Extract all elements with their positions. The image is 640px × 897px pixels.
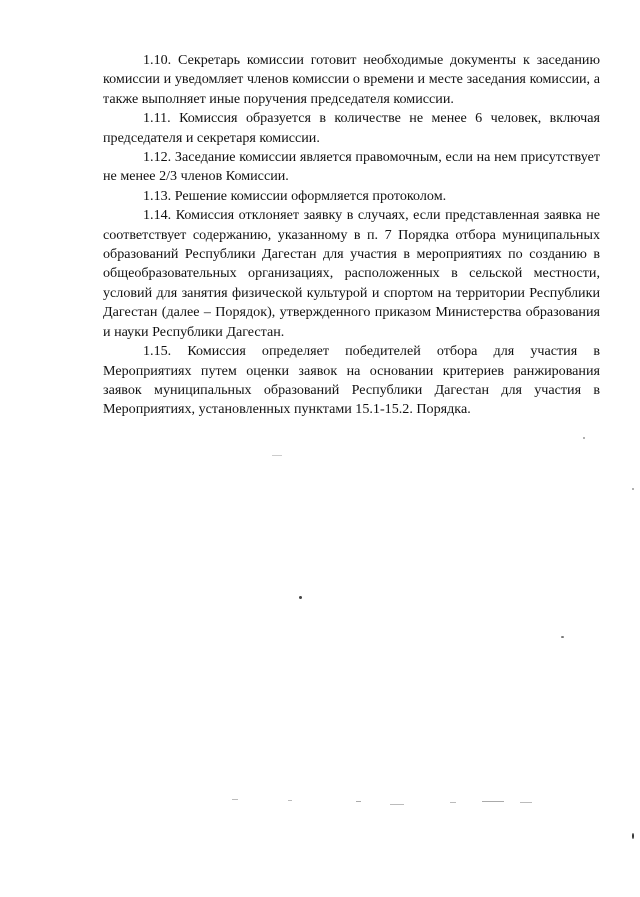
scan-mark [520, 802, 532, 803]
scan-mark [482, 801, 504, 802]
document-body [103, 51, 600, 420]
paragraph-1-12: 1.12. Заседание комиссии является правомочным, если на нем присутствует не менее 2/3 членов Комиссии. [103, 149, 600, 185]
scan-speck [632, 833, 634, 839]
paragraph-1-13: 1.13. Решение комиссии оформляется протоколом. [143, 187, 447, 204]
scan-mark [356, 801, 361, 802]
paragraph-1-10: 1.10. Секретарь комиссии готовит необходимые документы к заседанию комиссии и уведомляет членов комиссии о времени и месте заседания комиссии, а также выполняет иные поручения председателя комиссии. [103, 52, 600, 107]
paragraph-1-14: 1.14. Комиссия отклоняет заявку в случаях, если представленная заявка не соответствует содержанию, указанному в п. 7 Порядка отбора муниципальных образований Республики Дагестан для участия в мероприятиях по созданию в общеобразовательных организациях, расположенных в сельской местности, условий для занятия физической культурой и спортом на территории Республики Дагестан (далее – Порядок), утвержденного приказом Министерства образования и науки Республики Дагестан. [103, 207, 600, 340]
scan-mark [390, 804, 404, 805]
paragraph-1-15: 1.15. Комиссия определяет победителей отбора для участия в Мероприятиях путем оценки заявок на основании критериев ранжирования заявок муниципальных образований Республики Дагестан для участия в Мероприятиях, установленных пунктами 15.1-15.2. Порядка. [103, 343, 600, 418]
scan-speck [583, 437, 585, 439]
paragraph-1-11: 1.11. Комиссия образуется в количестве не менее 6 человек, включая председателя и секретаря комиссии. [103, 110, 600, 146]
scan-speck [561, 636, 564, 638]
scan-speck [299, 596, 302, 599]
scan-mark [288, 800, 292, 801]
scan-speck [632, 488, 634, 490]
scan-mark [272, 455, 282, 456]
scan-mark [450, 802, 456, 803]
scan-mark [232, 799, 238, 800]
